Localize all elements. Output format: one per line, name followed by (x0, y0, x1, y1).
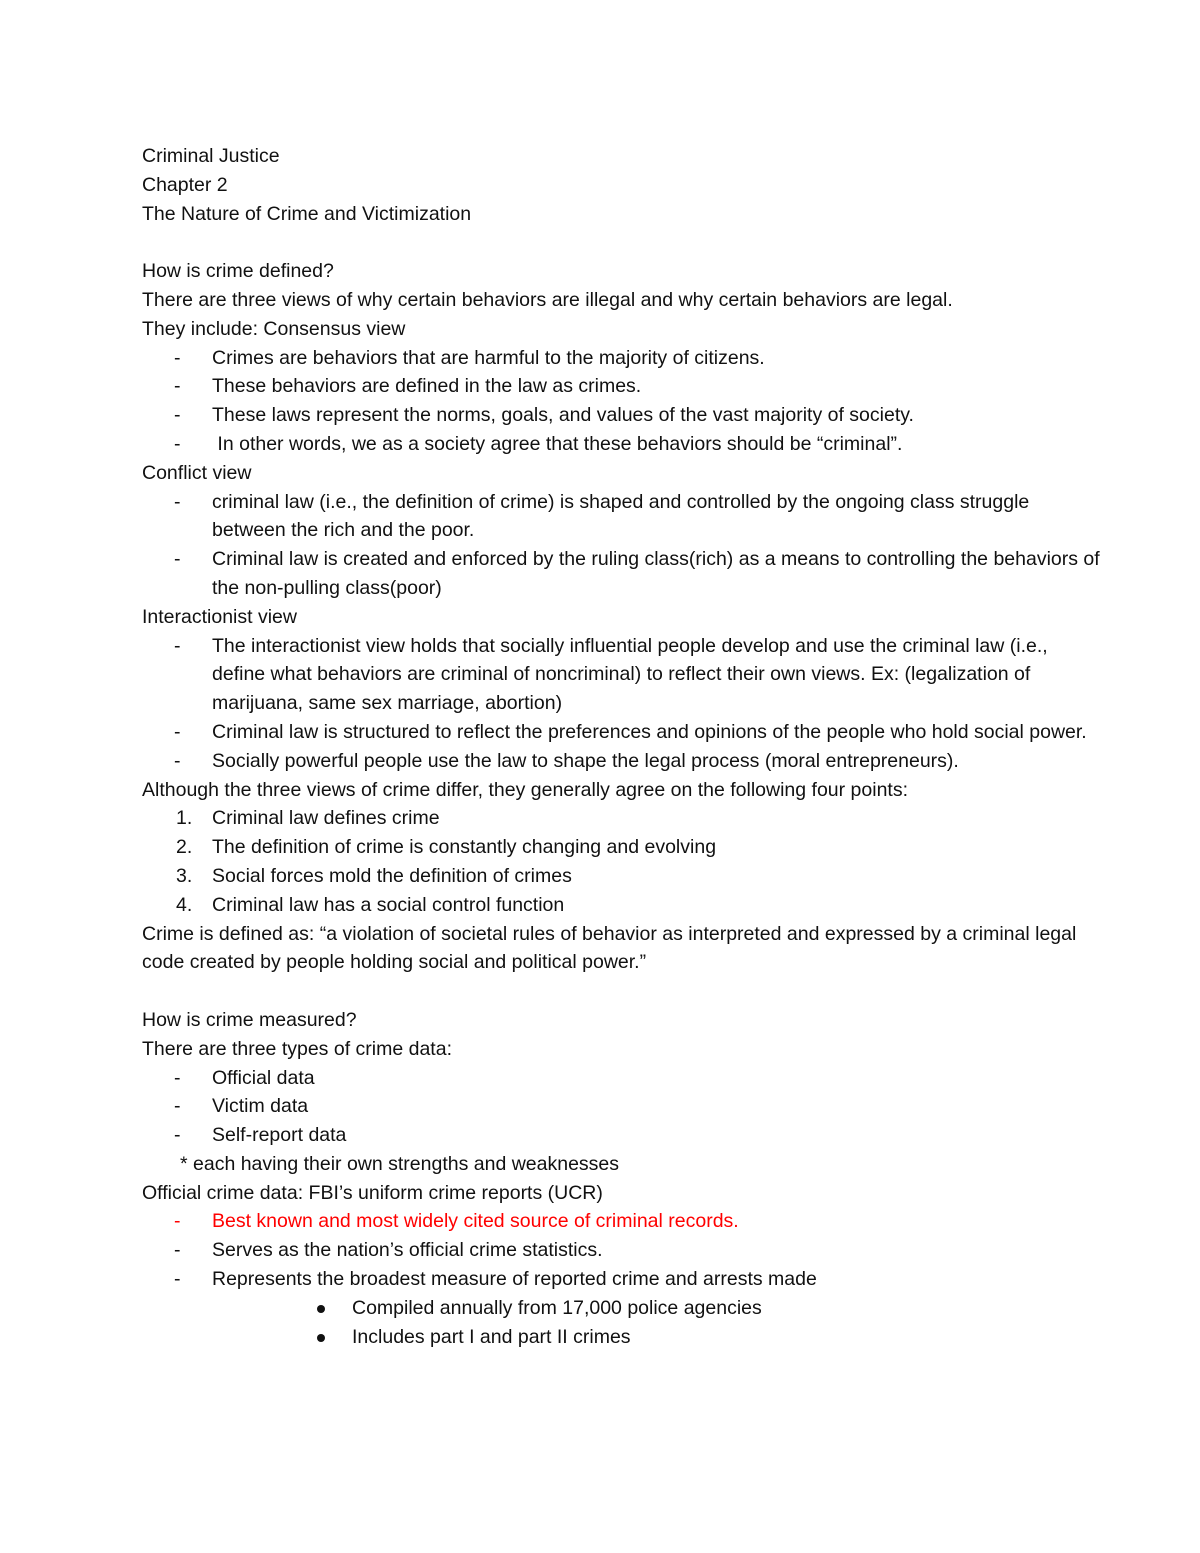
consensus-item: - These behaviors are defined in the law as crimes. (142, 372, 1102, 401)
course-title: Criminal Justice (142, 145, 280, 167)
data-types-intro: There are three types of crime data: (142, 1037, 452, 1060)
bullet-dot-icon (317, 1334, 325, 1342)
conflict-item: - criminal law (i.e., the definition of crime) is shaped and controlled by the ongoing class struggle between the rich and the poor. (142, 488, 1102, 546)
blank-line (142, 228, 1102, 257)
agreement-point: 2. The definition of crime is constantly changing and evolving (142, 833, 1102, 862)
views-intro: There are three views of why certain behaviors are illegal and why certain behaviors are legal. (142, 288, 953, 311)
crime-definition: Crime is defined as: “a violation of societal rules of behavior as interpreted and expressed by a criminal legal code created by people holding social and political power.” (142, 922, 1077, 974)
number-marker: 3. (176, 864, 193, 887)
dash-marker: - (174, 634, 181, 657)
agreement-point: 3. Social forces mold the definition of crimes (142, 862, 1102, 891)
consensus-item: - These laws represent the norms, goals, and values of the vast majority of society. (142, 401, 1102, 430)
official-data-heading: Official crime data: FBI’s uniform crime reports (UCR) (142, 1181, 603, 1204)
dash-marker: - (174, 720, 181, 743)
consensus-item: - Crimes are behaviors that are harmful to the majority of citizens. (142, 344, 1102, 373)
agreement-point: 4. Criminal law has a social control function (142, 891, 1102, 920)
blank-line (142, 977, 1102, 1006)
dash-marker: - (174, 404, 181, 427)
dash-marker: - (174, 490, 181, 513)
conflict-heading: Conflict view (142, 461, 252, 484)
dash-marker: - (174, 1095, 181, 1118)
dash-marker: - (174, 1066, 181, 1089)
interactionist-item: - Socially powerful people use the law to shape the legal process (moral entrepreneurs). (142, 747, 1102, 776)
official-data-item: - Serves as the nation’s official crime statistics. (142, 1236, 1102, 1265)
dash-marker: - (174, 548, 181, 571)
document-page (142, 142, 1102, 1351)
dash-marker: - (174, 375, 181, 398)
number-marker: 1. (176, 807, 193, 830)
number-marker: 4. (176, 893, 193, 916)
official-data-item: - Represents the broadest measure of reported crime and arrests made (142, 1265, 1102, 1294)
section-question-measured: How is crime measured? (142, 1008, 357, 1031)
number-marker: 2. (176, 836, 193, 859)
conflict-item: - Criminal law is created and enforced by the ruling class(rich) as a means to controlling the behaviors of the non-pulling class(poor) (142, 545, 1102, 603)
consensus-heading: They include: Consensus view (142, 317, 406, 340)
data-type-item: - Victim data (142, 1092, 1102, 1121)
dash-marker: - (174, 1124, 181, 1147)
ucr-sub-bullet: Compiled annually from 17,000 police agencies (142, 1294, 1102, 1323)
chapter-title: The Nature of Crime and Victimization (142, 202, 472, 225)
data-types-note: * each having their own strengths and weaknesses (180, 1152, 620, 1175)
dash-marker: - (174, 1210, 181, 1233)
agreement-intro: Although the three views of crime differ, they generally agree on the following four points: (142, 778, 909, 801)
interactionist-item: - Criminal law is structured to reflect the preferences and opinions of the people who hold social power. (142, 718, 1102, 747)
data-type-item: - Self-report data (142, 1121, 1102, 1150)
interactionist-heading: Interactionist view (142, 605, 297, 628)
dash-marker: - (174, 1268, 181, 1291)
chapter-label: Chapter 2 (142, 173, 228, 196)
data-type-item: - Official data (142, 1064, 1102, 1093)
bullet-dot-icon (317, 1305, 325, 1313)
dash-marker: - (174, 432, 181, 455)
official-data-item-highlight: - Best known and most widely cited source of criminal records. (142, 1207, 1102, 1236)
ucr-sub-bullet: Includes part I and part II crimes (142, 1323, 1102, 1352)
agreement-point: 1. Criminal law defines crime (142, 804, 1102, 833)
dash-marker: - (174, 1239, 181, 1262)
interactionist-item: - The interactionist view holds that socially influential people develop and use the criminal law (i.e., define what behaviors are criminal of noncriminal) to reflect their own views. Ex: (legalization of marijuana, same sex marriage, abortion) (142, 632, 1102, 718)
consensus-item: - In other words, we as a society agree that these behaviors should be “criminal”. (142, 430, 1102, 459)
section-question-defined: How is crime defined? (142, 260, 334, 283)
dash-marker: - (174, 346, 181, 369)
dash-marker: - (174, 749, 181, 772)
